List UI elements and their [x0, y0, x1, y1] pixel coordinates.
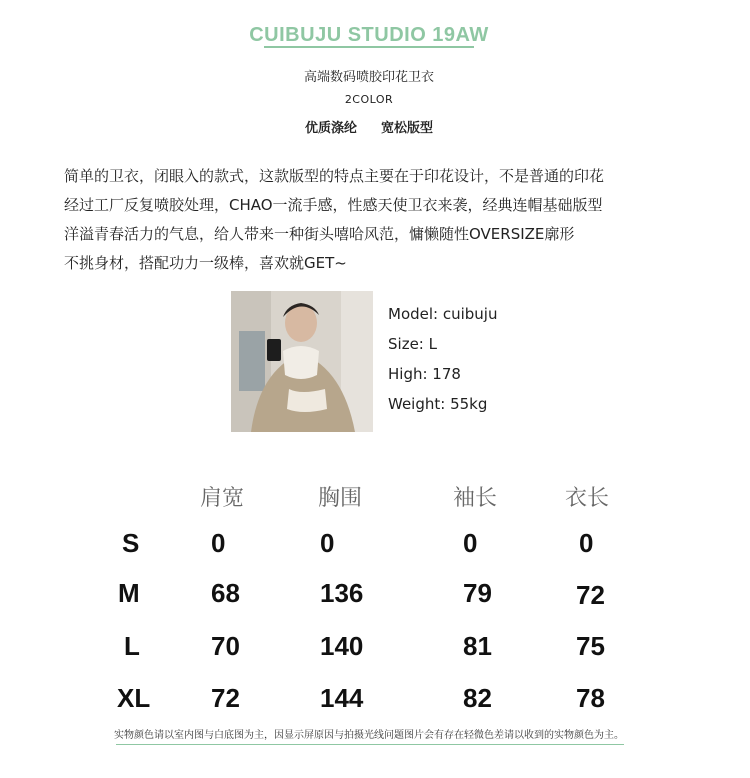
color-count: 2COLOR: [344, 93, 394, 106]
model-size: Size: L: [388, 335, 437, 353]
shoulder-value: 0: [211, 528, 226, 558]
length-value: 72: [576, 580, 605, 610]
sleeve-value: 79: [463, 578, 492, 608]
sleeve-value: 81: [463, 631, 492, 661]
size-label: XL: [117, 683, 151, 713]
chest-value: 144: [320, 683, 364, 713]
description-line: 洋溢青春活力的气息，给人带来一种街头嘻哈风范，慵懒随性OVERSIZE廓形: [64, 225, 575, 243]
feature-fabric: 优质涤纶: [304, 121, 357, 136]
column-header-shoulder: 肩宽: [200, 486, 245, 511]
description-line: 简单的卫衣，闭眼入的款式，这款版型的特点主要在于印花设计，不是普通的印花: [64, 167, 605, 185]
feature-list: [0, 117, 738, 136]
model-name: Model: cuibuju: [388, 305, 498, 323]
model-photo: [231, 291, 373, 432]
brand-underline: [264, 46, 474, 48]
sleeve-value: 0: [463, 528, 478, 558]
brand-title: CUIBUJU STUDIO 19AW: [249, 24, 489, 46]
sleeve-value: 82: [463, 683, 492, 713]
feature-fit: 宽松版型: [381, 121, 434, 136]
chest-value: 0: [320, 528, 335, 558]
length-value: 75: [576, 631, 605, 661]
length-value: 0: [579, 528, 594, 558]
shoulder-value: 68: [211, 578, 240, 608]
size-label: M: [118, 578, 140, 608]
footnote-underline: [116, 744, 624, 745]
shoulder-value: 72: [211, 683, 240, 713]
length-value: 78: [576, 683, 605, 713]
chest-value: 140: [320, 631, 364, 661]
column-header-sleeve: 袖长: [453, 486, 498, 511]
product-description: [64, 162, 704, 278]
description-line: 经过工厂反复喷胶处理，CHAO一流手感，性感天使卫衣来袭，经典连帽基础版型: [64, 196, 603, 214]
model-height: High: 178: [388, 365, 461, 383]
color-disclaimer: 实物颜色请以室内图与白底图为主，因显示屏原因与拍摄光线问题图片会有存在轻微色差请以收到的实物颜色为主。: [114, 730, 624, 741]
size-label: L: [124, 631, 140, 661]
column-header-chest: 胸围: [318, 486, 363, 511]
product-name: 高端数码喷胶印花卫衣: [303, 70, 434, 85]
shoulder-value: 70: [211, 631, 240, 661]
chest-value: 136: [320, 578, 364, 608]
column-header-length: 衣长: [565, 486, 610, 511]
model-weight: Weight: 55kg: [388, 395, 488, 413]
model-photo-image: [231, 291, 373, 432]
size-label: S: [122, 528, 140, 558]
description-line: 不挑身材，搭配功力一级棒，喜欢就GET~: [64, 254, 347, 272]
